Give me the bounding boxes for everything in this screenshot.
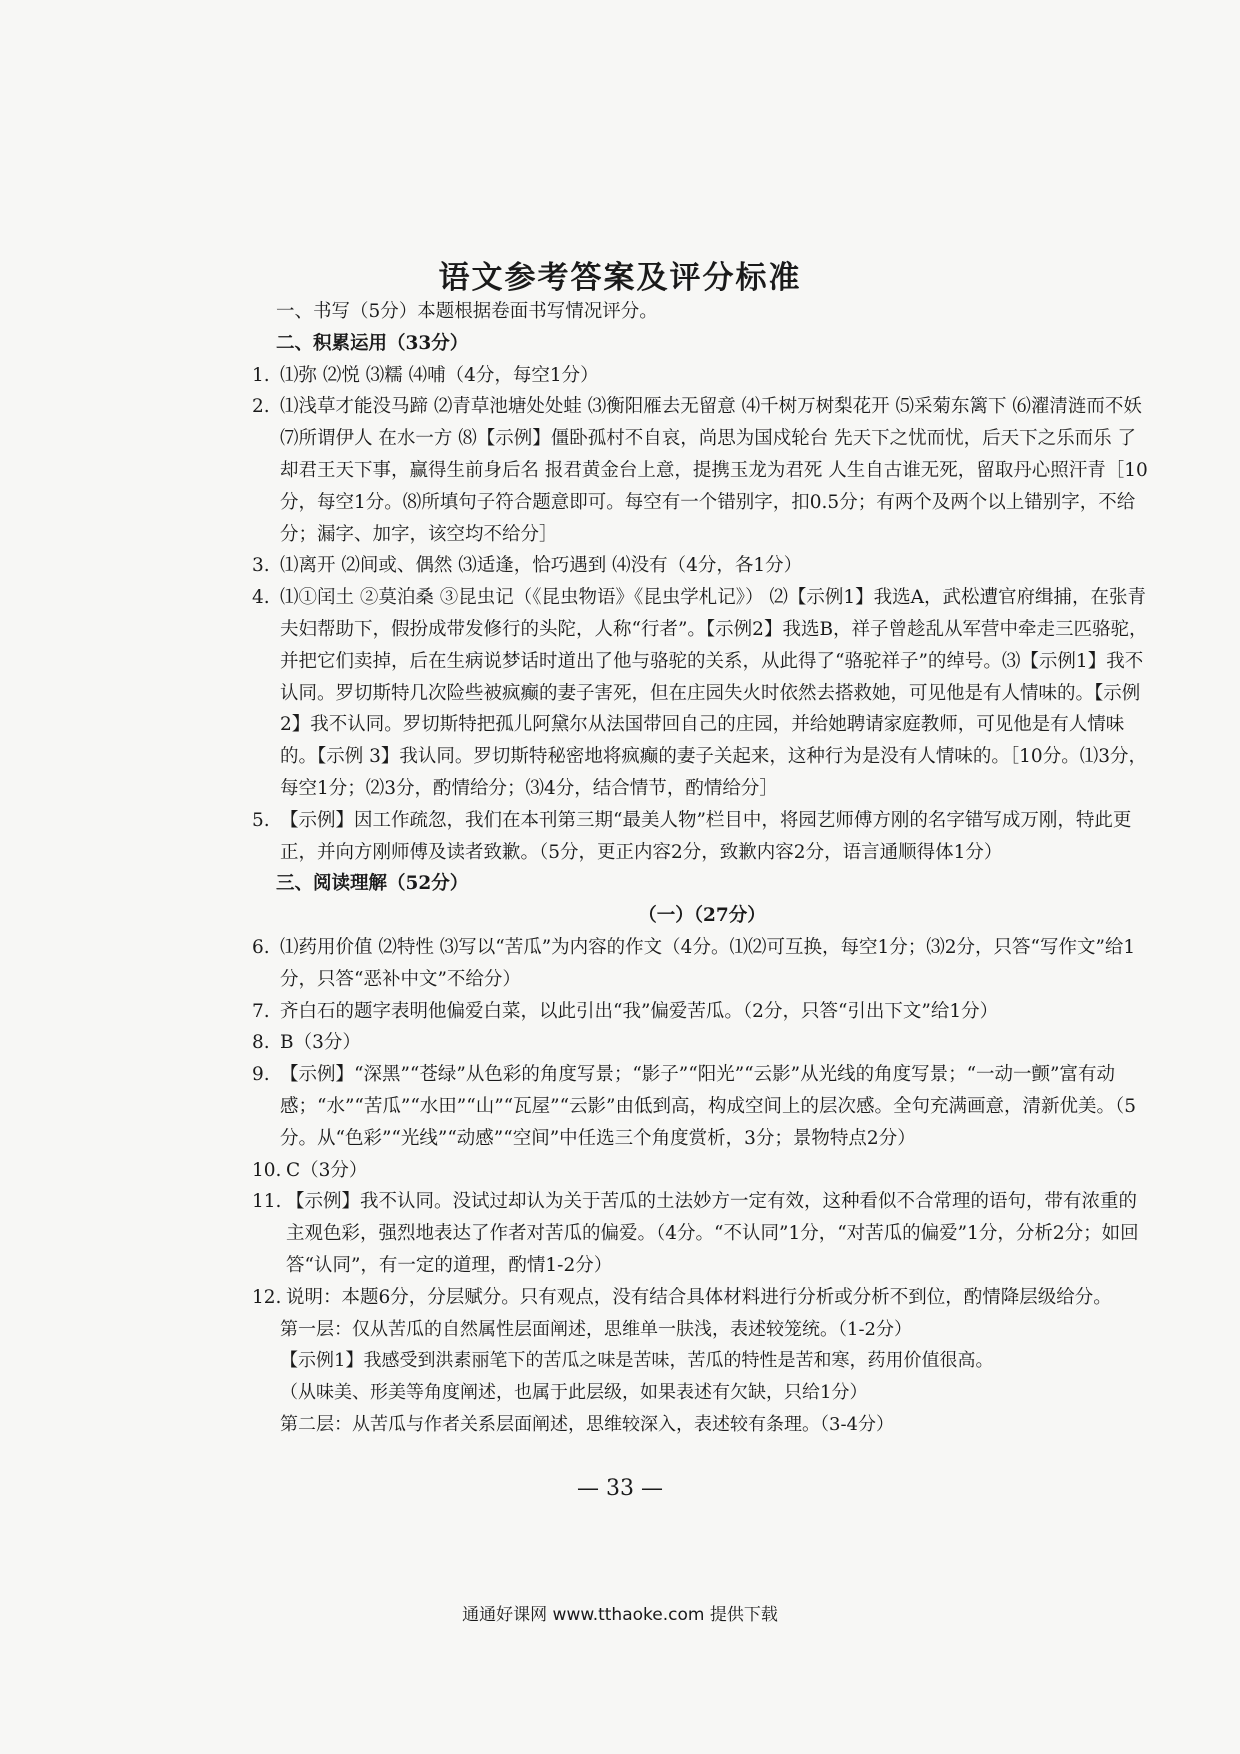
answer-item-9 — [252, 1059, 1152, 1154]
item-number: 8. — [252, 1032, 270, 1054]
answer-item-2 — [252, 391, 1152, 550]
item-number: 10. — [252, 1159, 282, 1181]
answer-item-7 — [252, 996, 1152, 1028]
q12-example-1: 【示例1】我感受到洪素丽笔下的苦瓜之味是苦味，苦瓜的特性是苦和寒，药用价值很高。 — [280, 1350, 994, 1372]
item-text: ⑴离开 ⑵间或、偶然 ⑶适逢，恰巧遇到 ⑷没有（4分，各1分） — [280, 555, 803, 577]
item-text: ⑴①闰土 ②莫泊桑 ③昆虫记（《昆虫物语》《昆虫学札记》） ⑵【示例1】我选A，武松遭官府缉捕，在张青夫妇帮助下，假扮成带发修行的头陀，人称“行者”。【示例2】我选B，祥子曾趁乱从军营中牵走三匹骆驼，并把它们卖掉，后在生病说梦话时道出了他与骆驼的关系，从此得了“骆驼祥子”的绰号。⑶【示例1】我不认同。罗切斯特几次险些被疯癫的妻子害死，但在庄园失火时依然去搭救她，可见他是有人情味的。【示例 2】我不认同。罗切斯特把孤儿阿黛尔从法国带回自己的庄园，并给她聘请家庭教师，可见他是有人情味的。【示例 3】我认同。罗切斯特秘密地将疯癫的妻子关起来，这种行为是没有人情味的。［10分。⑴3分，每空1分；⑵3分，酌情给分；⑶4分，结合情节，酌情给分］ — [280, 587, 1148, 799]
answer-item-1 — [252, 360, 1152, 392]
item-text: ⑴弥 ⑵悦 ⑶糯 ⑷哺（4分，每空1分） — [280, 364, 599, 386]
item-number: 7. — [252, 1000, 270, 1022]
answer-item-6 — [252, 932, 1152, 996]
page-number: — 33 — — [577, 1476, 663, 1501]
item-number: 2. — [252, 396, 270, 418]
answer-item-4 — [252, 582, 1152, 805]
item-text: 齐白石的题字表明他偏爱白菜，以此引出“我”偏爱苦瓜。（2分，只答“引出下文”给1分） — [280, 1000, 999, 1022]
answer-item-8 — [252, 1027, 1152, 1059]
footer-download-note: 通通好课网 www.tthaoke.com 提供下载 — [462, 1605, 778, 1625]
item-number: 6. — [252, 936, 270, 958]
item-number: 12. — [252, 1286, 282, 1308]
item-number: 11. — [252, 1191, 282, 1213]
item-text: 【示例】“深黑”“苍绿”从色彩的角度写景；“影子”“阳光”“云影”从光线的角度写景；“一动一颤”富有动感；“水”“苦瓜”“水田”“山”“瓦屋”“云影”由低到高，构成空间上的层次感。全句充满画意，清新优美。（5分。从“色彩”“光线”“动感”“空间”中任选三个角度赏析，3分；景物特点2分） — [280, 1064, 1137, 1149]
section-writing: 一、书写（5分）本题根据卷面书写情况评分。 — [276, 301, 658, 322]
answer-item-12 — [252, 1282, 1152, 1314]
page-title: 语文参考答案及评分标准 — [438, 260, 802, 296]
answer-item-11 — [252, 1186, 1152, 1281]
item-number: 3. — [252, 555, 270, 577]
answer-item-3 — [252, 550, 1152, 582]
item-number: 9. — [252, 1064, 270, 1086]
item-number: 1. — [252, 364, 270, 386]
q12-level-1: 第一层：仅从苦瓜的自然属性层面阐述，思维单一肤浅，表述较笼统。（1-2分） — [280, 1318, 912, 1340]
item-text: 【示例】我不认同。没试过却认为关于苦瓜的土法妙方一定有效，这种看似不合常理的语句，带有浓重的主观色彩，强烈地表达了作者对苦瓜的偏爱。（4分。“不认同”1分，“对苦瓜的偏爱”1分，分析2分；如回答“认同”，有一定的道理，酌情1-2分） — [286, 1191, 1139, 1276]
answer-content — [252, 296, 1152, 1441]
item-text: B（3分） — [280, 1032, 361, 1054]
item-number: 5. — [252, 809, 270, 831]
item-number: 4. — [252, 587, 270, 609]
section-reading: 三、阅读理解（52分） — [276, 873, 469, 895]
answer-item-10 — [252, 1155, 1152, 1187]
item-text: 说明：本题6分，分层赋分。只有观点，没有结合具体材料进行分析或分析不到位，酌情降层级给分。 — [286, 1286, 1112, 1308]
item-text: 【示例】因工作疏忽，我们在本刊第三期“最美人物”栏目中，将园艺师傅方刚的名字错写成万刚，特此更正，并向方刚师傅及读者致歉。（5分，更正内容2分，致歉内容2分，语言通顺得体1分） — [280, 809, 1132, 863]
section-accumulation: 二、积累运用（33分） — [276, 332, 469, 354]
item-text: ⑴浅草才能没马蹄 ⑵青草池塘处处蛙 ⑶衡阳雁去无留意 ⑷千树万树梨花开 ⑸采菊东篱下 ⑹濯清涟而不妖 ⑺所谓伊人 在水一方 ⑻【示例】僵卧孤村不自哀，尚思为国戍轮台 先天下之忧而忧，后天下之乐而乐 了却君王天下事，赢得生前身后名 报君黄金台上意，提携玉龙为君死 人生自古谁无死，留取丹心照汗青［10分，每空1分。⑻所填句子符合题意即可。每空有一个错别字，扣0.5分；有两个及两个以上错别字，不给分；漏字、加字，该空均不给分］ — [280, 396, 1148, 545]
item-text: C（3分） — [286, 1159, 368, 1181]
part-heading: （一）（27分） — [638, 905, 766, 927]
q12-level-2: 第二层：从苦瓜与作者关系层面阐述，思维较深入，表述较有条理。（3-4分） — [280, 1413, 894, 1435]
item-text: ⑴药用价值 ⑵特性 ⑶写以“苦瓜”为内容的作文（4分。⑴⑵可互换，每空1分；⑶2分，只答“写作文”给1分，只答“恶补中文”不给分） — [280, 936, 1136, 990]
answer-item-5 — [252, 805, 1152, 869]
q12-note: （从味美、形美等角度阐述，也属于此层级，如果表述有欠缺，只给1分） — [280, 1382, 868, 1404]
